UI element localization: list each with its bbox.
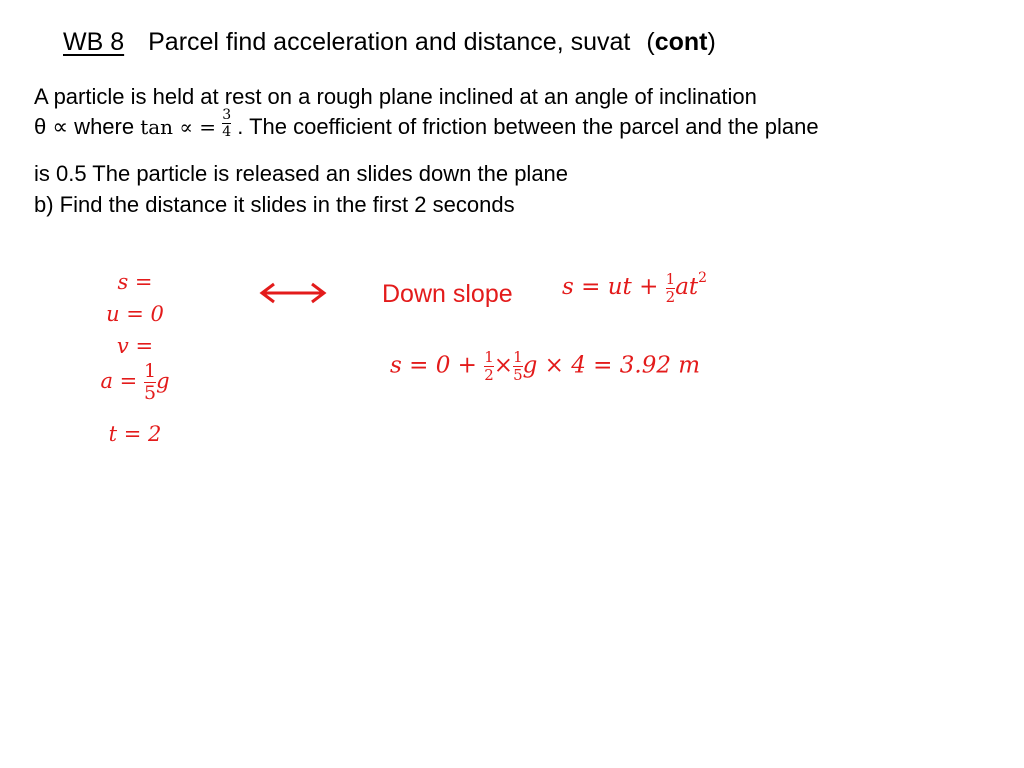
title-main: Parcel find acceleration and distance, suvat [148, 28, 631, 56]
fraction-one-half-2: $\frac{1}{2}$ [484, 348, 494, 384]
suvat-a: a = $\frac{1}{5}$ g [100, 360, 170, 404]
result-value: g × 4 = 3.92 m [522, 352, 701, 379]
fraction-one-half: $\frac{1}{2}$ [665, 269, 676, 306]
suvat-u: u = 0 [106, 302, 164, 326]
fraction-one-fifth-2: $\frac{1}{5}$ [513, 348, 523, 384]
problem-line-4: b) Find the distance it slides in the first 2 seconds [34, 192, 515, 217]
problem-line-3: is 0.5 The particle is released an slides down the plane [34, 161, 569, 186]
substituted-equation: s = 0 + $\frac{1}{2}$ × $\frac{1}{5}$ g × 4 = 3.92 m [390, 348, 701, 384]
title-wb-label: WB 8 [63, 28, 125, 56]
suvat-s: s = [117, 270, 153, 294]
problem-line-2-post: . The coefficient of friction between the parcel and the plane [231, 114, 819, 139]
tan-expression: tan ∝ = [140, 115, 217, 139]
double-headed-arrow-icon [258, 280, 328, 306]
problem-line-2-pre: θ ∝ where [34, 114, 141, 139]
down-slope-label: Down slope [382, 280, 513, 308]
page-title [63, 28, 716, 57]
fraction-three-quarters: $\frac{3}{4}$ [222, 106, 232, 140]
title-paren-open: ( [646, 28, 655, 56]
title-cont: cont [654, 28, 708, 56]
problem-line-2 [34, 106, 819, 140]
fraction-one-fifth: $\frac{1}{5}$ [143, 360, 157, 404]
title-paren-close: ) [707, 28, 716, 56]
suvat-equation: s = ut + $\frac{1}{2}$ $at^2$ [562, 269, 708, 306]
suvat-v: v = [116, 334, 154, 358]
problem-line-1: A particle is held at rest on a rough plane inclined at an angle of inclination [34, 84, 757, 109]
suvat-t: t = 2 [108, 422, 162, 446]
